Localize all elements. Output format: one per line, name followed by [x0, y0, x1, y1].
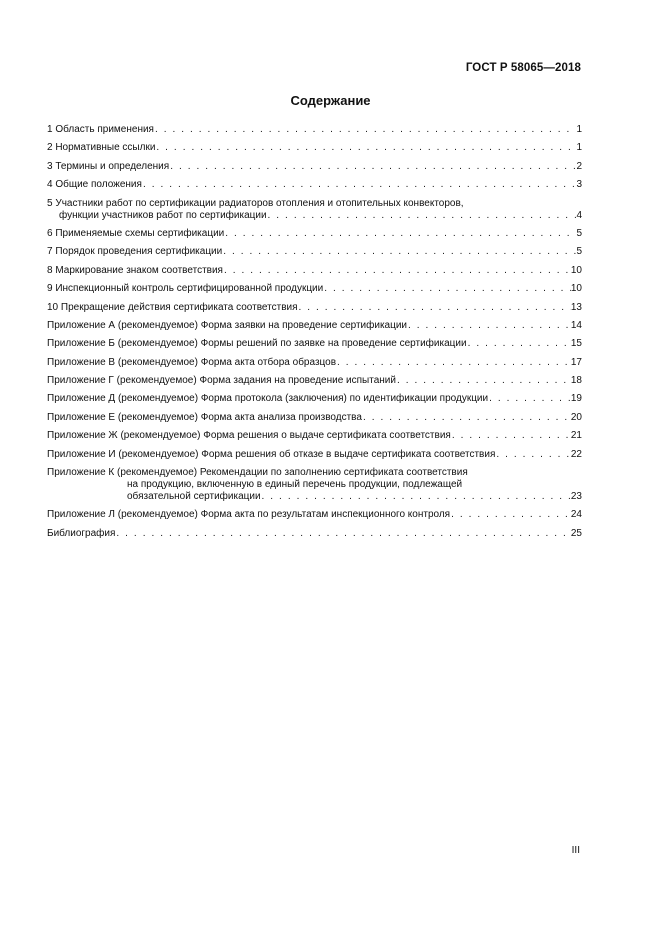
- toc-entry-text: Приложение Б (рекомендуемое) Формы решений по заявке на проведение сертификации: [47, 338, 467, 350]
- toc-leader-dots: [396, 375, 571, 387]
- toc-entry-10[interactable]: [47, 302, 582, 314]
- toc-entry-appendix-v[interactable]: [47, 357, 582, 369]
- toc-entry-page: 17: [570, 356, 582, 368]
- toc-entry-appendix-e[interactable]: [47, 412, 582, 424]
- toc-entry-appendix-b[interactable]: [47, 338, 582, 350]
- toc-leader-dots: [450, 509, 571, 521]
- toc-leader-dots: [154, 124, 576, 136]
- toc-leader-dots: [115, 528, 570, 540]
- toc-leader-dots: [222, 246, 576, 258]
- toc-entry-text: 7 Порядок проведения сертификации: [47, 246, 223, 258]
- toc-entry-page: 10: [570, 264, 582, 276]
- toc-entry-text: Приложение Е (рекомендуемое) Форма акта анализа производства: [47, 411, 362, 423]
- toc-entry-text: Приложение Ж (рекомендуемое) Форма решения о выдаче сертификата соответствия: [47, 430, 451, 442]
- toc-entry-page: 14: [570, 319, 582, 331]
- toc-leader-dots: [267, 210, 577, 222]
- toc-entry-6[interactable]: [47, 228, 582, 240]
- toc-entry-page: 3: [576, 179, 582, 191]
- toc-entry-page: 21: [570, 430, 582, 442]
- toc-entry-page: 20: [570, 411, 582, 423]
- document-code: ГОСТ Р 58065—2018: [465, 62, 581, 74]
- toc-entry-text: Приложение Л (рекомендуемое) Форма акта по результатам инспекционного контроля: [47, 509, 451, 521]
- toc-entry-text: 1 Область применения: [47, 124, 154, 135]
- toc-entry-7[interactable]: [47, 246, 582, 258]
- toc-entry-text-line2: на продукцию, включенную в единый перечень продукции, подлежащей: [127, 479, 463, 491]
- toc-entry-appendix-a[interactable]: [47, 320, 582, 332]
- toc-entry-text: Приложение А (рекомендуемое) Форма заявки на проведение сертификации: [47, 319, 408, 331]
- toc-entry-appendix-zh[interactable]: [47, 430, 582, 442]
- toc-entry-page: 1: [576, 142, 582, 154]
- toc-entry-page: 4: [576, 209, 582, 221]
- page-number: III: [571, 845, 580, 856]
- toc-entry-text: Приложение Д (рекомендуемое) Форма протокола (заключения) по идентификации продукции: [47, 393, 489, 405]
- toc-entry-bibliography[interactable]: [47, 528, 582, 540]
- page-title: Содержание: [290, 93, 371, 108]
- toc-leader-dots: [261, 491, 571, 503]
- toc-entry-text: функции участников работ по сертификации: [59, 209, 267, 221]
- toc-entry-text: Приложение И (рекомендуемое) Форма решения об отказе в выдаче сертификата соответствия: [47, 448, 496, 460]
- toc-entry-text: 2 Нормативные ссылки: [47, 142, 156, 154]
- toc-entry-text-line1: Приложение К (рекомендуемое) Рекомендации по заполнению сертификата соответствия: [47, 467, 468, 479]
- toc-leader-dots: [336, 357, 571, 369]
- toc-entry-text: 3 Термины и определения: [47, 160, 170, 172]
- toc-entry-text: Приложение В (рекомендуемое) Форма акта отбора образцов: [47, 356, 337, 368]
- toc-entry-text: 10 Прекращение действия сертификата соответствия: [47, 301, 298, 313]
- toc-leader-dots: [495, 449, 571, 461]
- toc-entry-1[interactable]: [47, 124, 582, 136]
- toc-entry-page: 13: [570, 301, 582, 313]
- toc-entry-text: Библиография: [47, 527, 116, 539]
- toc-entry-page: 15: [570, 338, 582, 350]
- toc-entry-page: 10: [570, 283, 582, 295]
- toc-entry-page: 22: [570, 448, 582, 460]
- toc-entry-text-line1: 5 Участники работ по сертификации радиаторов отопления и отопительных конвекторов,: [47, 197, 464, 209]
- toc-leader-dots: [407, 320, 571, 332]
- toc-entry-appendix-l[interactable]: [47, 509, 582, 521]
- toc-entry-text: 6 Применяемые схемы сертификации: [47, 227, 225, 239]
- toc-entry-page: 5: [576, 246, 582, 258]
- toc-entry-text: обязательной сертификации: [127, 491, 261, 503]
- toc-entry-page: 1: [576, 124, 582, 135]
- toc-leader-dots: [323, 283, 571, 295]
- toc-leader-dots: [451, 430, 571, 442]
- toc-leader-dots: [224, 228, 576, 240]
- toc-entry-9[interactable]: [47, 283, 582, 295]
- toc-entry-appendix-i[interactable]: [47, 449, 582, 461]
- toc-entry-page: 5: [576, 227, 582, 239]
- toc-leader-dots: [142, 179, 577, 191]
- toc-entry-text: 4 Общие положения: [47, 179, 142, 191]
- table-of-contents: [47, 124, 582, 546]
- toc-entry-text: 8 Маркирование знаком соответствия: [47, 264, 223, 276]
- toc-leader-dots: [155, 142, 576, 154]
- toc-leader-dots: [467, 338, 571, 350]
- toc-entry-2[interactable]: [47, 142, 582, 154]
- toc-entry-page: 19: [570, 393, 582, 405]
- toc-entry-8[interactable]: [47, 265, 582, 277]
- toc-leader-dots: [223, 265, 571, 277]
- toc-entry-text: Приложение Г (рекомендуемое) Форма задания на проведение испытаний: [47, 375, 396, 387]
- toc-entry-5[interactable]: [47, 198, 582, 222]
- toc-leader-dots: [298, 302, 571, 314]
- toc-entry-appendix-k[interactable]: [47, 467, 582, 503]
- toc-entry-page: 18: [570, 375, 582, 387]
- toc-entry-page: 25: [570, 527, 582, 539]
- toc-leader-dots: [362, 412, 571, 424]
- toc-entry-page: 2: [576, 160, 582, 172]
- toc-leader-dots: [169, 161, 576, 173]
- toc-entry-appendix-g[interactable]: [47, 375, 582, 387]
- toc-entry-page: 23: [570, 491, 582, 503]
- toc-entry-text: 9 Инспекционный контроль сертифицированной продукции: [47, 283, 324, 295]
- toc-entry-appendix-d[interactable]: [47, 393, 582, 405]
- toc-entry-page: 24: [570, 509, 582, 521]
- toc-entry-3[interactable]: [47, 161, 582, 173]
- toc-entry-4[interactable]: [47, 179, 582, 191]
- toc-leader-dots: [488, 393, 571, 405]
